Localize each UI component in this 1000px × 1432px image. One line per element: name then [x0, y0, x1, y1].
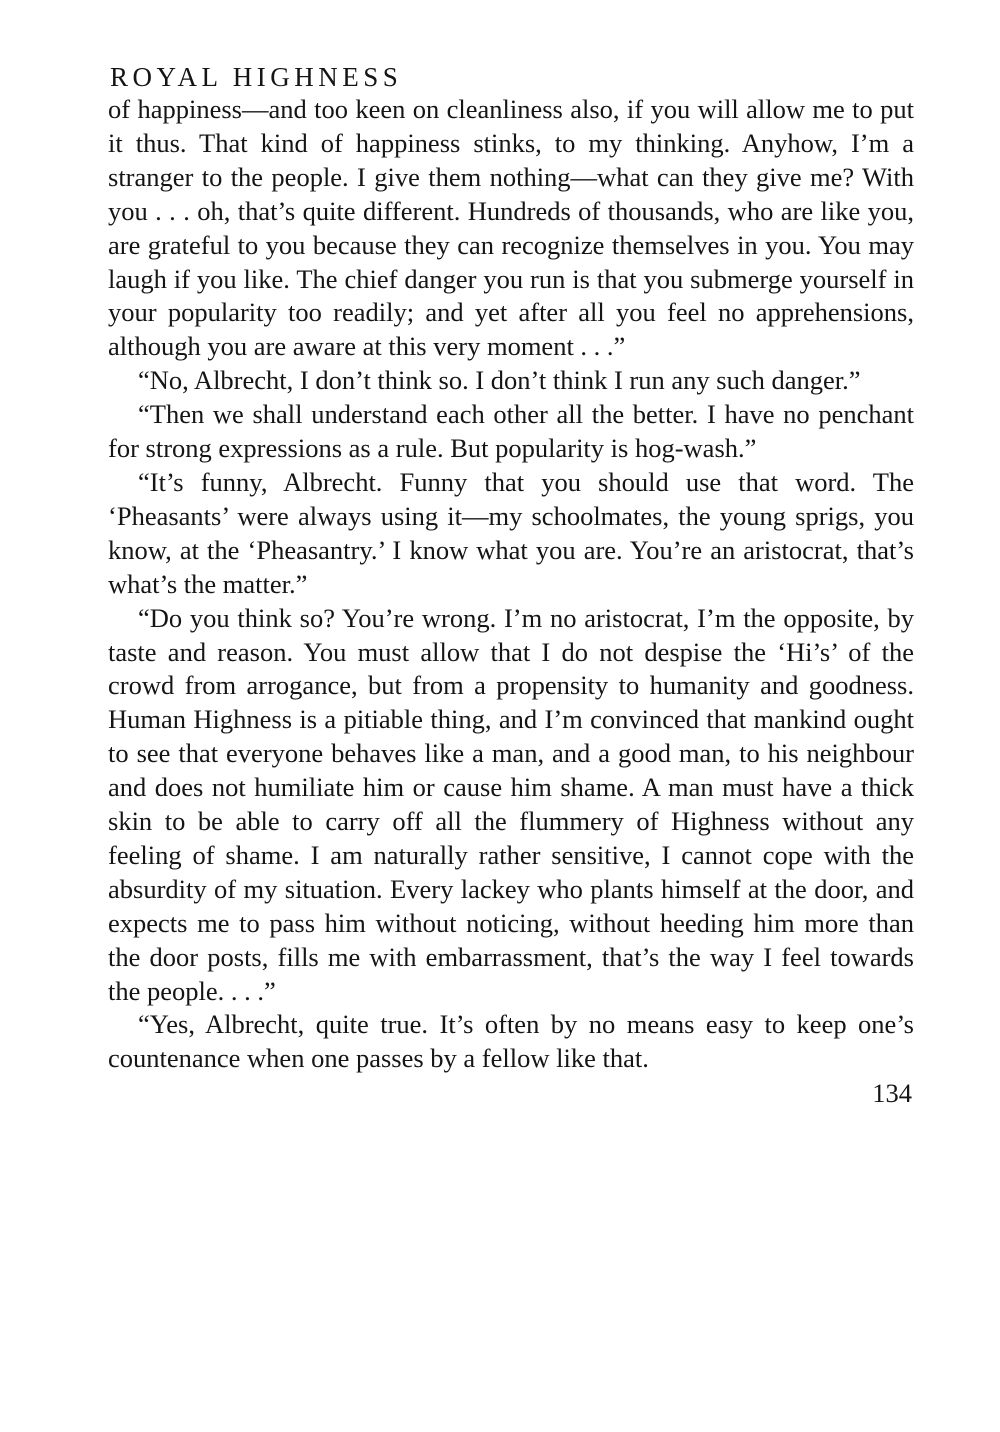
book-page	[108, 60, 914, 1110]
running-title: ROYAL HIGHNESS	[110, 62, 403, 92]
paragraph-dialogue: “Then we shall understand each other all the better. I have no penchant for strong expressions as a rule. But popularity is hog-wash.”	[108, 399, 914, 464]
paragraph-dialogue: “It’s funny, Albrecht. Funny that you should use that word. The ‘Pheasants’ were always using it—my schoolmates, the young sprigs, you know, at the ‘Pheasantry.’ I know what you are. You’re an aristocrat, that’s what’s the matter.”	[108, 466, 914, 599]
paragraph-dialogue: “Do you think so? You’re wrong. I’m no aristocrat, I’m the opposite, by taste and reason. You must allow that I do not despise the ‘Hi’s’ of the crowd from arrogance, but from a propensity to humanity and goodness. Human Highness is a pitiable thing, and I’m convinced that mankind ought to see that everyone behaves like a man, and a good man, to his neighbour and does not humiliate him or cause him shame. A man must have a thick skin to be able to carry off all the flummery of Highness without any feeling of shame. I am naturally rather sensitive, I cannot cope with the absurdity of my situation. Every lackey who plants himself at the door, and expects me to pass him without noticing, without heeding him more than the door posts, fills me with embarrassment, that’s the way I feel towards the people. . . .”	[108, 602, 914, 1006]
paragraph-dialogue: “No, Albrecht, I don’t think so. I don’t think I run any such danger.”	[138, 365, 861, 396]
paragraph-continuation: of happiness—and too keen on cleanliness also, if you will allow me to put it thus. That kind of happiness stinks, to my thinking. Anyhow, I’m a stranger to the people. I give them nothing—what can they give me? With you . . . oh, that’s quite different. Hundreds of thousands, who are like you, are grateful to you because they can recognize themselves in you. You may laugh if you like. The chief danger you run is that you submerge yourself in your popularity too readily; and yet after all you feel no apprehensions, although you are aware at this very moment . . .”	[108, 94, 914, 362]
paragraph-dialogue: “Yes, Albrecht, quite true. It’s often by no means easy to keep one’s countenance when one passes by a fellow like that.	[108, 1009, 914, 1074]
page-number: 134	[872, 1078, 912, 1109]
